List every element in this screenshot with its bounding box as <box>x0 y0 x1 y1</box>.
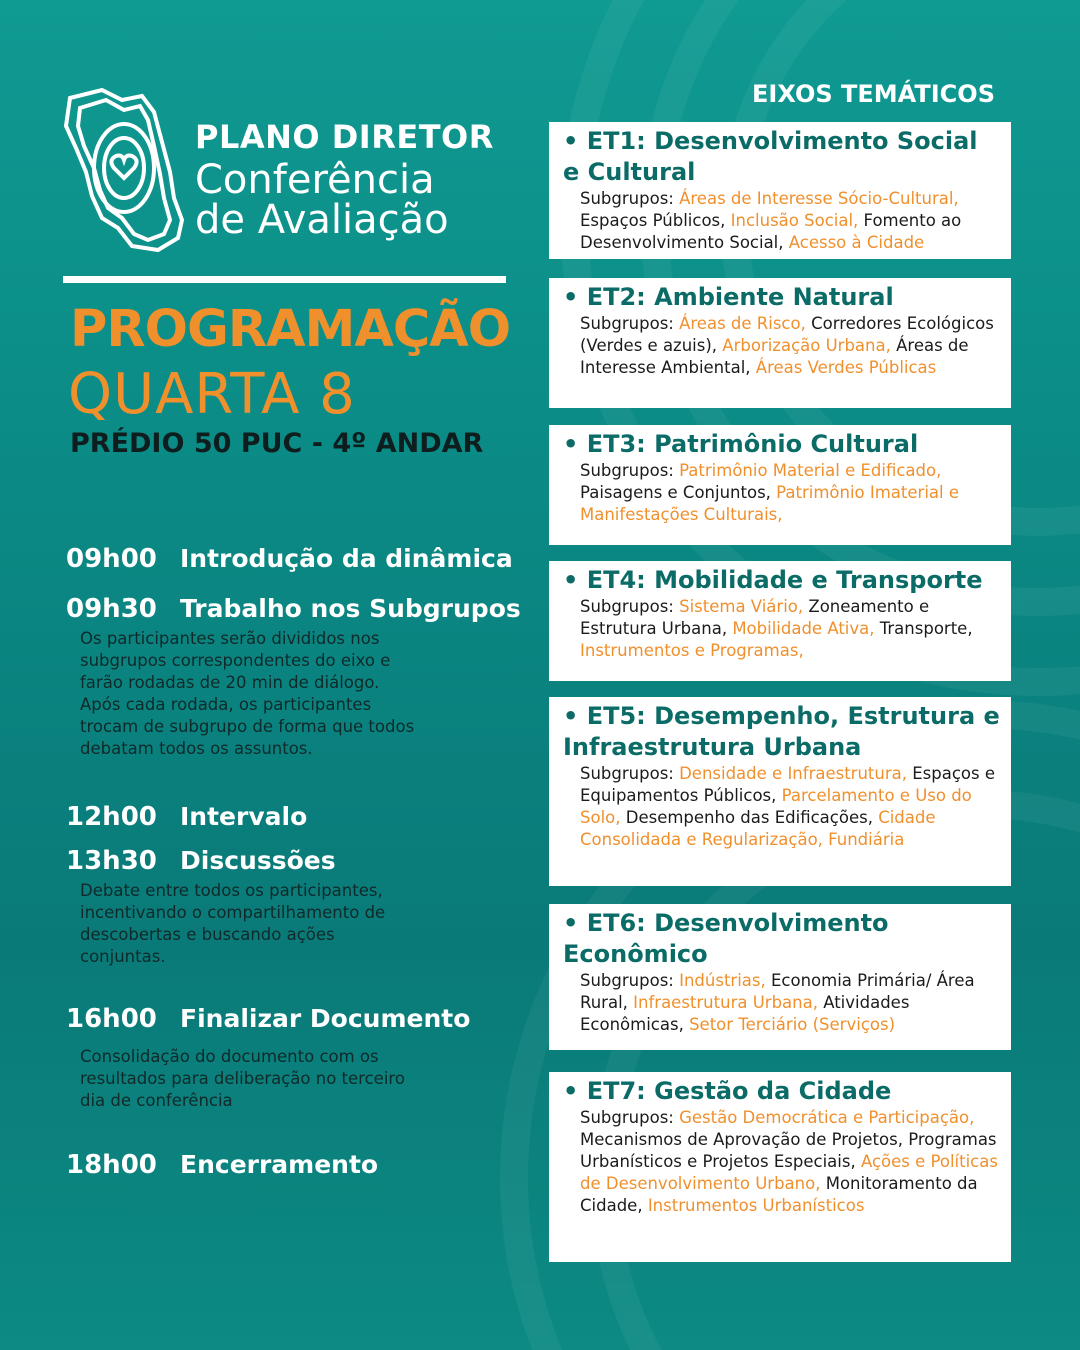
subgroup-highlight: Mobilidade Ativa, <box>732 619 875 638</box>
subgroup-highlight: Instrumentos Urbanísticos <box>647 1196 865 1215</box>
subgroup-highlight: Patrimônio Material e Edificado, <box>679 461 942 480</box>
subgroup-highlight: Inclusão Social, <box>730 211 859 230</box>
subgroup-text: Economia Primária/ Área Rural, <box>580 971 975 1012</box>
schedule-title: Finalizar Documento <box>180 1004 471 1033</box>
subgroup-text: Áreas de Interesse Ambiental, <box>580 336 969 377</box>
eixo-card-et3 <box>549 425 1011 545</box>
subgroup-text: Transporte, <box>874 619 973 638</box>
subgroup-highlight: Parcelamento e Uso do Solo, <box>580 786 972 827</box>
eixo-card-title: • ET4: Mobilidade e Transporte <box>563 566 983 594</box>
schedule-time: 13h30 <box>66 846 157 876</box>
divider <box>63 276 506 283</box>
schedule-description: Os participantes serão divididos nos subgrupos correspondentes do eixo e farão rodadas de 20 min de diálogo. Após cada rodada, os participantes trocam de subgrupo de forma que todos debatam todos os assuntos. <box>80 629 415 758</box>
schedule-title: Encerramento <box>180 1150 379 1179</box>
subgroup-highlight: Infraestrutura Urbana, <box>633 993 818 1012</box>
subgroups-label: Subgrupos: <box>580 597 680 616</box>
schedule-time: 09h00 <box>66 544 157 574</box>
subgroup-text: Paisagens e Conjuntos, <box>580 483 777 502</box>
subgroup-highlight: Áreas Verdes Públicas <box>755 358 937 377</box>
schedule-time: 12h00 <box>66 802 157 832</box>
schedule-time: 09h30 <box>66 594 157 624</box>
eixo-card-title: • ET1: Desenvolvimento Social e Cultural <box>563 127 978 186</box>
subgroup-highlight: Acesso à Cidade <box>788 233 925 252</box>
subgroups-label: Subgrupos: <box>580 1108 680 1127</box>
eixo-card-subgroups <box>580 1107 1001 1217</box>
day-heading: QUARTA 8 <box>68 362 356 427</box>
subgroup-highlight: Patrimônio Imaterial e Manifestações Culturais, <box>580 483 959 524</box>
eixo-card-et4 <box>549 561 1011 681</box>
eixo-card-title: • ET3: Patrimônio Cultural <box>563 430 919 458</box>
venue-label: PRÉDIO 50 PUC - 4º ANDAR <box>70 428 484 459</box>
subgroup-highlight: Gestão Democrática e Participação, <box>679 1108 975 1127</box>
subgroup-highlight: Instrumentos e Programas, <box>580 641 804 660</box>
schedule-time: 18h00 <box>66 1150 157 1180</box>
eixo-card-et5 <box>549 697 1011 886</box>
logo-block <box>62 88 502 268</box>
schedule-title: Trabalho nos Subgrupos <box>180 594 521 623</box>
eixo-card-et6 <box>549 904 1011 1050</box>
city-map-fingerprint-icon <box>62 88 187 258</box>
subgroup-highlight: Sistema Viário, <box>679 597 804 616</box>
eixo-card-subgroups <box>580 460 1001 526</box>
eixo-card-subgroups <box>580 596 1001 662</box>
eixo-card-et1 <box>549 122 1011 259</box>
eixo-card-title: • ET5: Desempenho, Estrutura e Infraestrutura Urbana <box>563 702 1000 761</box>
subgroup-text: Desempenho das Edificações, <box>620 808 879 827</box>
subgroup-highlight: Ações e Políticas de Desenvolvimento Urbano, <box>580 1152 998 1193</box>
subgroups-label: Subgrupos: <box>580 764 680 783</box>
schedule-title: Discussões <box>180 846 336 875</box>
eixos-heading: EIXOS TEMÁTICOS <box>752 80 995 108</box>
eixo-card-subgroups <box>580 763 1001 851</box>
eixo-card-title: • ET7: Gestão da Cidade <box>563 1077 892 1105</box>
conference-brand-title: PLANO DIRETOR <box>195 118 494 156</box>
eixo-card-subgroups <box>580 188 1001 254</box>
subgroup-highlight: Áreas de Interesse Sócio-Cultural, <box>679 189 959 208</box>
eixo-card-subgroups <box>580 313 1001 379</box>
subgroup-highlight: Indústrias, <box>679 971 766 990</box>
subgroup-text: Espaços Públicos, <box>580 211 731 230</box>
eixo-card-subgroups <box>580 970 1001 1036</box>
subgroups-label: Subgrupos: <box>580 461 680 480</box>
schedule-title: Introdução da dinâmica <box>180 544 513 573</box>
conference-subtitle: Conferência de Avaliação <box>195 157 449 243</box>
subgroups-label: Subgrupos: <box>580 314 680 333</box>
subgroup-text: Atividades Econômicas, <box>580 993 910 1034</box>
subgroup-highlight: Arborização Urbana, <box>722 336 891 355</box>
eixo-card-et7 <box>549 1072 1011 1262</box>
schedule-title: Intervalo <box>180 802 308 831</box>
eixo-card-et2 <box>549 278 1011 408</box>
schedule-description: Debate entre todos os participantes, incentivando o compartilhamento de descobertas e buscando ações conjuntas. <box>80 881 386 966</box>
subgroups-label: Subgrupos: <box>580 971 680 990</box>
subgroup-highlight: Densidade e Infraestrutura, <box>679 764 907 783</box>
subgroup-highlight: Áreas de Risco, <box>679 314 806 333</box>
subgroup-text: Fomento ao Desenvolvimento Social, <box>580 211 962 252</box>
eixo-card-title: • ET2: Ambiente Natural <box>563 283 894 311</box>
subgroup-text: Espaços e Equipamentos Públicos, <box>580 764 996 805</box>
schedule-description: Consolidação do documento com os resultados para deliberação no terceiro dia de conferência <box>80 1047 405 1110</box>
programacao-heading: PROGRAMAÇÃO <box>70 300 511 359</box>
subgroup-highlight: Cidade Consolidada e Regularização, Fundiária <box>580 808 936 849</box>
subgroups-label: Subgrupos: <box>580 189 680 208</box>
subgroup-text: Monitoramento da Cidade, <box>580 1174 978 1215</box>
subgroup-text: Mecanismos de Aprovação de Projetos, Programas Urbanísticos e Projetos Especiais, <box>580 1130 997 1171</box>
subgroup-text: Zoneamento e Estrutura Urbana, <box>580 597 930 638</box>
subgroup-highlight: Setor Terciário (Serviços) <box>689 1015 896 1034</box>
subgroup-text: Corredores Ecológicos (Verdes e azuis), <box>580 314 994 355</box>
schedule-time: 16h00 <box>66 1004 157 1034</box>
eixo-card-title: • ET6: Desenvolvimento Econômico <box>563 909 889 968</box>
